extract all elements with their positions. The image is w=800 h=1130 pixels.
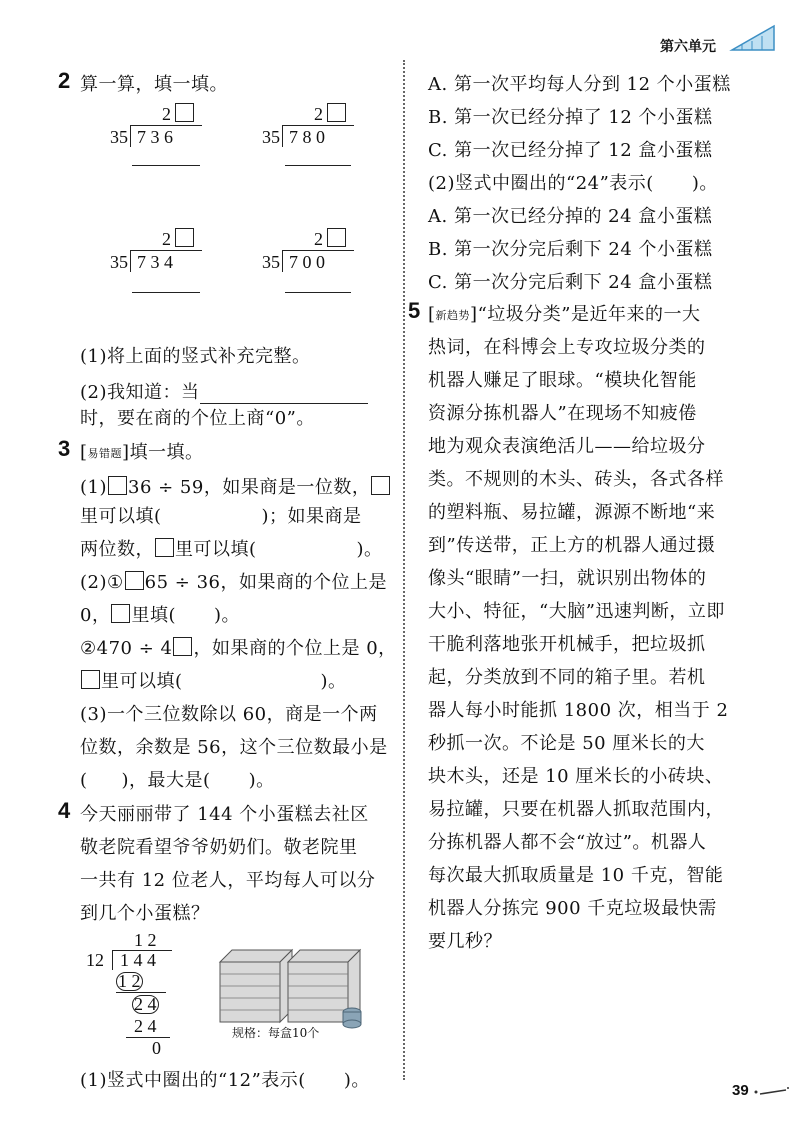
q4-sub2: (2)竖式中圈出的“24”表示( )。 [428,173,718,194]
divisor: 35 [110,252,128,272]
answer-box[interactable] [327,103,346,122]
q5-line: 块木头，还是 10 厘米长的小砖块、 [428,766,724,787]
q2-part1: (1)将上面的竖式补充完整。 [80,346,311,367]
divisor: 35 [110,127,128,147]
option-c[interactable]: C. 第一次已经分掉了 12 盒小蛋糕 [428,140,713,161]
q5-line: 机器人赚足了眼球。“模块化智能 [428,370,697,391]
question-2-number: 2 [58,68,71,93]
q5-line: 起，分类放到不同的箱子里。若机 [428,667,706,688]
tag-label: 新趋势 [435,309,471,322]
answer-box[interactable] [125,571,144,590]
question-2-title: 算一算，填一填。 [80,74,228,95]
q5-line: 地为观众表演绝活儿——给垃圾分 [428,436,706,457]
quotient: 2 [162,104,171,124]
answer-box[interactable] [327,228,346,247]
q3-line2: 里可以填( )；如果商是 [80,506,362,527]
q3-line5: 0， 里填( )。 [80,605,241,626]
answer-blank[interactable] [200,382,368,404]
dividend: 7 3 4 [137,252,173,272]
q5-line: 像头“眼睛”一扫，就识别出物体的 [428,568,707,589]
ruler-logo-icon [728,24,778,54]
q3-line8: (3)一个三位数除以 60，商是一个两 [80,704,378,725]
q5-line: 热词，在科博会上专攻垃圾分类的 [428,337,706,358]
answer-line[interactable] [285,165,351,166]
q3-line9: 位数，余数是 56，这个三位数最小是 [80,737,388,758]
q5-line: 易拉罐，只要在机器人抓取范围内， [428,799,724,820]
column-divider [403,60,405,1080]
q5-line: 大小、特征，“大脑”迅速判断，立即 [428,601,725,622]
question-4-number: 4 [58,798,71,823]
answer-box[interactable] [111,604,130,623]
q3-line6: ②470 ÷ 4 ，如果商的个位上是 0， [80,638,397,659]
tag-label: 易错题 [87,447,123,460]
q5-line: 器人每小时能抓 1800 次，相当于 2 [428,700,729,721]
answer-box[interactable] [81,670,100,689]
answer-box[interactable] [155,538,174,557]
q4-sub1: (1)竖式中圈出的“12”表示( )。 [80,1070,370,1091]
question-3-title: [易错题]填一填。 [80,442,204,463]
q3-line7: 里可以填( )。 [80,667,347,693]
q5-line: 机器人分拣完 900 千克垃圾最快需 [428,898,717,919]
q3-line4: (2)① 65 ÷ 36，如果商的个位上是 [80,572,387,593]
q2-part2: (2)我知道：当 [80,378,368,404]
q5-line: 干脆利落地张开机械手，把垃圾抓 [428,634,706,655]
divisor: 12 [86,950,104,970]
remainder: 0 [152,1038,161,1058]
question-3-number: 3 [58,436,71,461]
unit-title: 第六单元 [660,38,716,54]
q5-line: 到”传送带，正上方的机器人通过摄 [428,535,716,556]
answer-line[interactable] [132,292,200,293]
q4-long-division [86,930,186,1058]
q3-line1: (1) 36 ÷ 59，如果商是一位数， [80,473,391,499]
option-a[interactable]: A. 第一次平均每人分到 12 个小蛋糕 [428,74,731,95]
q5-line: 类。不规则的木头、砖头，各式各样 [428,469,724,490]
dividend: 7 8 0 [289,127,325,147]
q4-line1: 今天丽丽带了 144 个小蛋糕去社区 [80,804,369,825]
option-b[interactable]: B. 第一次已经分掉了 12 个小蛋糕 [428,107,713,128]
circled-24: 2 4 [134,994,157,1014]
answer-line[interactable] [285,292,351,293]
quotient: 2 [314,229,323,249]
answer-line[interactable] [132,165,200,166]
option-a[interactable]: A. 第一次已经分掉的 24 盒小蛋糕 [428,206,713,227]
q5-line: 分拣机器人都不会“放过”。机器人 [428,832,707,853]
page-number: 39 [732,1082,749,1099]
divisor: 35 [262,127,280,147]
q5-line: 秒抓一次。不论是 50 厘米长的大 [428,733,705,754]
q3-line3: 两位数， 里可以填( )。 [80,539,383,560]
q5-line: 资源分拣机器人”在现场不知疲倦 [428,403,697,424]
step3: 2 4 [134,1016,157,1036]
option-b[interactable]: B. 第一次分完后剩下 24 个小蛋糕 [428,239,713,260]
answer-box[interactable] [175,103,194,122]
q5-line: 每次最大抓取质量是 10 千克，智能 [428,865,724,886]
quotient: 2 [314,104,323,124]
q4-line2: 敬老院看望爷爷奶奶们。敬老院里 [80,837,358,858]
quotient: 1 2 [134,930,157,950]
q3-line10: ( )，最大是( )。 [80,770,275,791]
dividend: 1 4 4 [120,950,156,970]
dividend: 7 0 0 [289,252,325,272]
answer-box[interactable] [371,476,390,495]
answer-box[interactable] [175,228,194,247]
q2-part2-end: 时，要在商的个位上商“0”。 [80,408,315,429]
q5-line: 要几秒？ [428,931,502,952]
option-c[interactable]: C. 第一次分完后剩下 24 盒小蛋糕 [428,272,713,293]
circled-12: 1 2 [118,971,141,991]
divisor: 35 [262,252,280,272]
answer-box[interactable] [173,637,192,656]
q4-line4: 到几个小蛋糕？ [80,903,210,924]
q5-line1: [新趋势]“垃圾分类”是近年来的一大 [428,304,701,325]
q4-line3: 一共有 12 位老人，平均每人可以分 [80,870,376,891]
dividend: 7 3 6 [137,127,173,147]
quotient: 2 [162,229,171,249]
question-5-number: 5 [408,298,421,323]
image-caption: 规格：每盒10个 [232,1026,320,1040]
page-decoration-icon [752,1084,792,1100]
q5-line: 的塑料瓶、易拉罐，源源不断地“来 [428,502,716,523]
answer-box[interactable] [108,476,127,495]
